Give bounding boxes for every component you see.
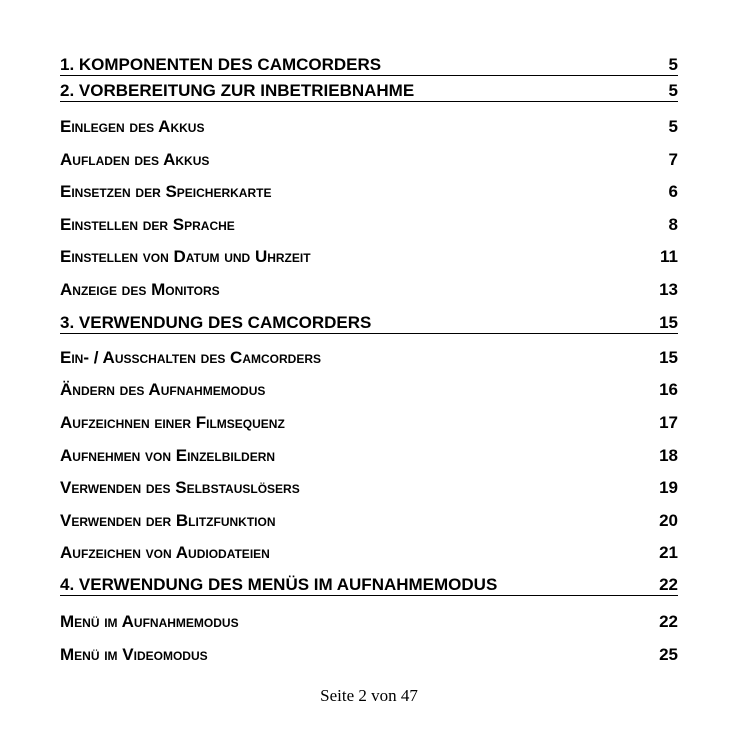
toc-entry-section[interactable] bbox=[60, 511, 678, 531]
toc-entry-section[interactable] bbox=[60, 478, 678, 498]
toc-entry-page: 17 bbox=[659, 413, 678, 432]
toc-entry-page: 19 bbox=[659, 478, 678, 497]
toc-entry-title: Einstellen der Sprache bbox=[60, 215, 235, 234]
toc-entry-title: Verwenden des Selbstauslösers bbox=[60, 478, 300, 497]
toc-entry-title: Aufzeichen von Audiodateien bbox=[60, 543, 270, 562]
toc-entry-page: 25 bbox=[659, 645, 678, 664]
toc-entry-section[interactable] bbox=[60, 645, 678, 665]
toc-entry-title: Aufzeichnen einer Filmsequenz bbox=[60, 413, 285, 432]
toc-entry-page: 11 bbox=[660, 247, 678, 266]
toc-entry-chapter-3[interactable] bbox=[60, 313, 678, 334]
toc-entry-section[interactable] bbox=[60, 247, 678, 267]
toc-entry-title: Einsetzen der Speicherkarte bbox=[60, 182, 272, 201]
toc-entry-page: 22 bbox=[659, 612, 678, 631]
toc-entry-page: 22 bbox=[659, 575, 678, 594]
toc-entry-title: Verwenden der Blitzfunktion bbox=[60, 511, 276, 530]
toc-entry-page: 13 bbox=[659, 280, 678, 299]
toc-entry-page: 16 bbox=[659, 380, 678, 399]
toc-entry-section[interactable] bbox=[60, 380, 678, 400]
toc-entry-chapter-1[interactable] bbox=[60, 55, 678, 76]
toc-entry-title: Einstellen von Datum und Uhrzeit bbox=[60, 247, 311, 266]
toc-entry-section[interactable] bbox=[60, 117, 678, 137]
toc-entry-section[interactable] bbox=[60, 413, 678, 433]
toc-entry-page: 21 bbox=[659, 543, 678, 562]
toc-entry-title: Ändern des Aufnahmemodus bbox=[60, 380, 266, 399]
toc-entry-section[interactable] bbox=[60, 150, 678, 170]
toc-entry-page: 5 bbox=[668, 117, 678, 136]
toc-entry-page: 18 bbox=[659, 446, 678, 465]
page-number-label: Seite 2 von 47 bbox=[320, 686, 418, 705]
toc-entry-page: 6 bbox=[668, 182, 678, 201]
toc-entry-page: 7 bbox=[668, 150, 678, 169]
toc-entry-title: Menü im Aufnahmemodus bbox=[60, 612, 239, 631]
toc-entry-section[interactable] bbox=[60, 280, 678, 300]
toc-entry-title: Aufnehmen von Einzelbildern bbox=[60, 446, 276, 465]
toc-entry-page: 8 bbox=[668, 215, 678, 234]
toc-entry-section[interactable] bbox=[60, 446, 678, 466]
toc-entry-title: Menü im Videomodus bbox=[60, 645, 208, 664]
toc-entry-title: 1. KOMPONENTEN DES CAMCORDERS bbox=[60, 55, 382, 74]
toc-entry-title: 2. VORBEREITUNG ZUR INBETRIEBNAHME bbox=[60, 81, 415, 100]
toc-entry-section[interactable] bbox=[60, 215, 678, 235]
toc-entry-page: 15 bbox=[659, 348, 678, 367]
toc-entry-page: 15 bbox=[659, 313, 678, 332]
toc-entry-section[interactable] bbox=[60, 182, 678, 202]
toc-entry-title: 4. VERWENDUNG DES MENÜS IM AUFNAHMEMODUS bbox=[60, 575, 498, 594]
toc-entry-page: 5 bbox=[668, 81, 678, 100]
toc-entry-title: 3. VERWENDUNG DES CAMCORDERS bbox=[60, 313, 372, 332]
toc-entry-section[interactable] bbox=[60, 612, 678, 632]
toc-entry-section[interactable] bbox=[60, 348, 678, 368]
toc-entry-page: 20 bbox=[659, 511, 678, 530]
toc-entry-page: 5 bbox=[668, 55, 678, 74]
toc-entry-title: Aufladen des Akkus bbox=[60, 150, 210, 169]
toc-entry-title: Ein- / Ausschalten des Camcorders bbox=[60, 348, 321, 367]
toc-entry-chapter-4[interactable] bbox=[60, 575, 678, 596]
toc-entry-title: Anzeige des Monitors bbox=[60, 280, 220, 299]
page-footer bbox=[0, 686, 738, 706]
toc-entry-chapter-2[interactable] bbox=[60, 81, 678, 102]
toc-entry-title: Einlegen des Akkus bbox=[60, 117, 205, 136]
toc-entry-section[interactable] bbox=[60, 543, 678, 563]
